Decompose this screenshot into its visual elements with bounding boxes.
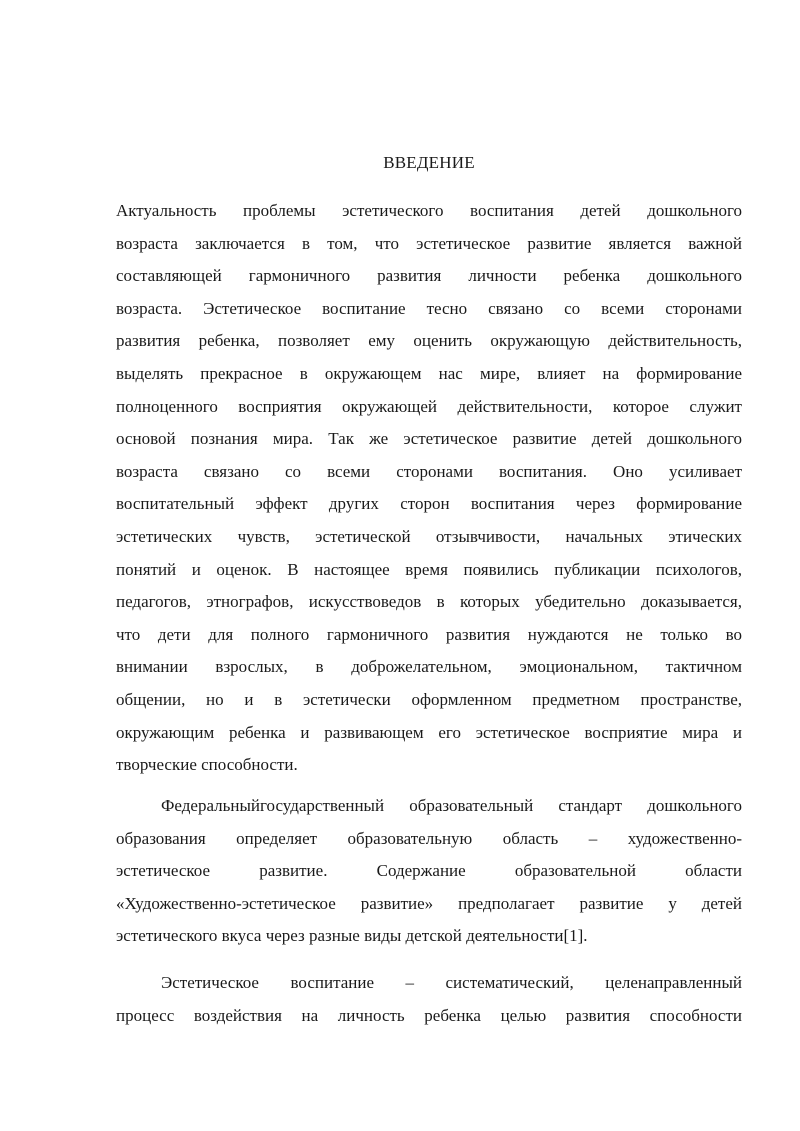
text-line: эстетических чувств, эстетической отзывчивости, начальных этических bbox=[116, 526, 742, 546]
paragraph-3 bbox=[116, 967, 742, 1032]
text-line: «Художественно-эстетическое развитие» предполагает развитие у детей bbox=[116, 893, 742, 913]
text-line: процесс воздействия на личность ребенка целью развития способности bbox=[116, 1005, 742, 1025]
text-line: возраста заключается в том, что эстетическое развитие является важной bbox=[116, 233, 742, 253]
text-line: Федеральныйгосударственный образовательный стандарт дошкольного bbox=[161, 796, 742, 815]
text-line: выделять прекрасное в окружающем нас мире, влияет на формирование bbox=[116, 363, 742, 383]
text-line: развития ребенка, позволяет ему оценить окружающую действительность, bbox=[116, 331, 742, 351]
text-line: внимании взрослых, в доброжелательном, эмоциональном, тактичном bbox=[116, 657, 742, 677]
text-line: воспитательный эффект других сторон воспитания через формирование bbox=[116, 494, 742, 514]
text-line: возраста связано со всеми сторонами воспитания. Оно усиливает bbox=[116, 461, 742, 481]
page-title: ВВЕДЕНИЕ bbox=[383, 153, 475, 172]
text-line: понятий и оценок. В настоящее время появились публикации психологов, bbox=[116, 559, 742, 579]
text-line: педагогов, этнографов, искусствоведов в которых убедительно доказывается, bbox=[116, 592, 742, 612]
text-line: полноценного восприятия окружающей действительности, которое служит bbox=[116, 396, 742, 416]
text-line: Эстетическое воспитание – систематический, целенаправленный bbox=[161, 973, 742, 992]
text-line: эстетическое развитие. Содержание образовательной области bbox=[116, 861, 742, 881]
text-line: эстетического вкуса через разные виды детской деятельности[1]. bbox=[116, 926, 588, 946]
text-line: образования определяет образовательную область – художественно- bbox=[116, 828, 742, 848]
text-line: что дети для полного гармоничного развития нуждаются не только во bbox=[116, 624, 742, 644]
text-line: основой познания мира. Так же эстетическое развитие детей дошкольного bbox=[116, 429, 742, 449]
text-line: окружающим ребенка и развивающем его эстетическое восприятие мира и bbox=[116, 722, 742, 742]
paragraph-2 bbox=[116, 790, 742, 953]
text-line: общении, но и в эстетически оформленном предметном пространстве, bbox=[116, 689, 742, 709]
text-line: творческие способности. bbox=[116, 755, 298, 775]
paragraph-1 bbox=[116, 195, 742, 782]
text-line: Актуальность проблемы эстетического воспитания детей дошкольного bbox=[116, 201, 742, 220]
text-line: составляющей гармоничного развития личности ребенка дошкольного bbox=[116, 266, 742, 286]
text-line: возраста. Эстетическое воспитание тесно связано со всеми сторонами bbox=[116, 298, 742, 318]
